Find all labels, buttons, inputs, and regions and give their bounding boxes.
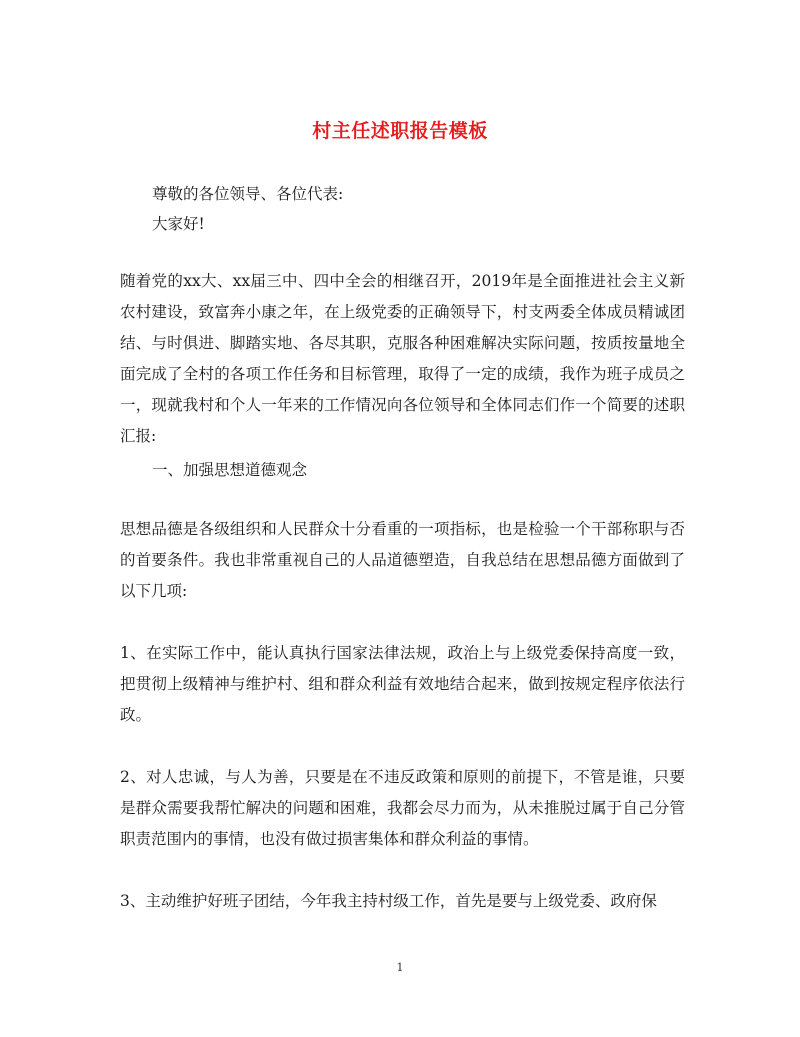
intro-paragraph: 随着党的xx大、xx届三中、四中全会的相继召开，2019年是全面推进社会主义新农村建设，致富奔小康之年，在上级党委的正确领导下，村支两委全体成员精诚团结、与时俱进、脚踏实地、各尽其职，克服各种困难解决实际问题，按质按量地全面完成了全村的各项工作任务和目标管理，取得了一定的成绩，我作为班子成员之一，现就我村和个人一年来的工作情况向各位领导和全体同志们作一个简要的述职汇报: <box>120 272 685 445</box>
document-title: 村主任述职报告模板 <box>312 120 488 142</box>
list-item: 2、对人忠诚，与人为善，只要是在不违反政策和原则的前提下，不管是谁，只要是群众需要我帮忙解决的问题和困难，我都会尽力而为，从未推脱过属于自己分管职责范围内的事情，也没有做过损害集体和群众利益的事情。 <box>120 768 685 848</box>
greeting: 大家好! <box>152 215 205 233</box>
body-paragraph: 思想品德是各级组织和人民群众十分看重的一项指标，也是检验一个干部称职与否的首要条件。我也非常重视自己的人品道德塑造，自我总结在思想品德方面做到了以下几项: <box>120 520 685 600</box>
salutation: 尊敬的各位领导、各位代表: <box>152 185 344 203</box>
section-heading: 一、加强思想道德观念 <box>152 461 308 479</box>
list-item: 1、在实际工作中，能认真执行国家法律法规，政治上与上级党委保持高度一致，把贯彻上级精神与维护村、组和群众利益有效地结合起来，做到按规定程序依法行政。 <box>120 644 685 724</box>
list-item: 3、主动维护好班子团结，今年我主持村级工作，首先是要与上级党委、政府保 <box>120 892 657 910</box>
page-number: 1 <box>396 961 404 974</box>
